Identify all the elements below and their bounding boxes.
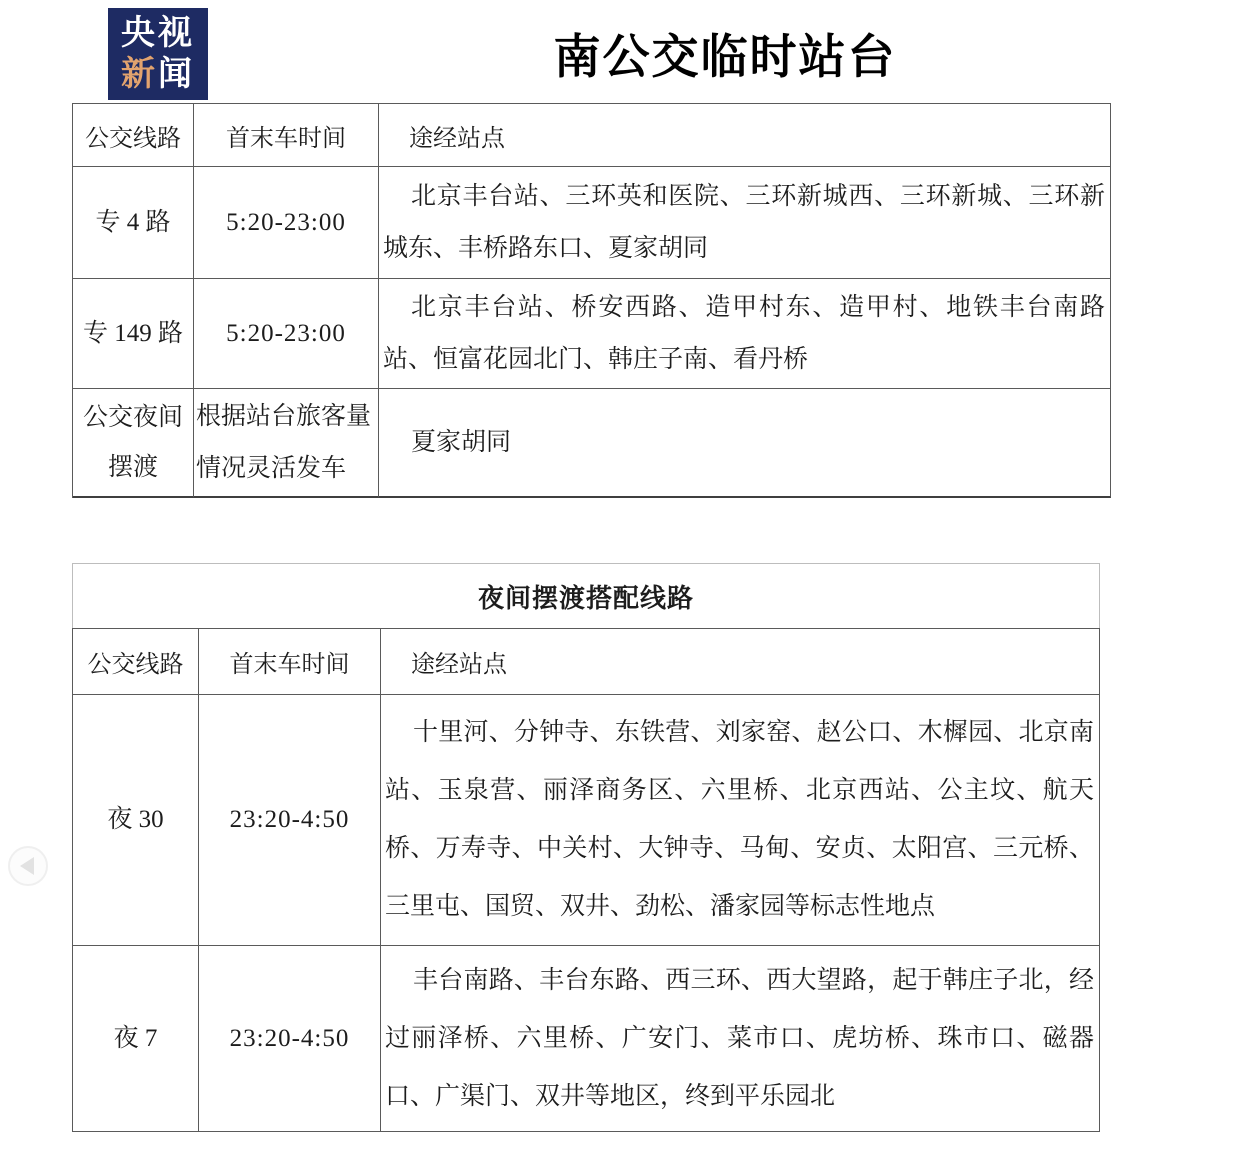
page-title: 南公交临时站台 xyxy=(553,32,897,84)
table1-header-stations: 途经站点 xyxy=(379,104,1111,167)
carousel-prev-button[interactable] xyxy=(8,846,48,886)
cell-stations: 丰台南路、丰台东路、西三环、西大望路，起于韩庄子北，经过丽泽桥、六里桥、广安门、菜市口、虎坊桥、珠市口、磁器口、广渠门、双井等地区，终到平乐园北 xyxy=(381,946,1100,1132)
temporary-platform-table xyxy=(72,103,1111,498)
cell-time: 根据站台旅客量情况灵活发车 xyxy=(194,389,379,498)
cell-route: 夜 30 xyxy=(73,695,199,946)
table1-header-route: 公交线路 xyxy=(73,104,194,167)
table1-header-time: 首末车时间 xyxy=(194,104,379,167)
night-shuttle-table xyxy=(72,628,1100,1132)
cell-route: 专 149 路 xyxy=(73,279,194,389)
cell-stations: 十里河、分钟寺、东铁营、刘家窑、赵公口、木樨园、北京南站、玉泉营、丽泽商务区、六里桥、北京西站、公主坟、航天桥、万寿寺、中关村、大钟寺、马甸、安贞、太阳宫、三元桥、三里屯、国贸、双井、劲松、潘家园等标志性地点 xyxy=(381,695,1100,946)
table-row xyxy=(73,389,1111,498)
table-row xyxy=(73,695,1100,946)
table2-header-stations: 途经站点 xyxy=(381,629,1100,695)
cctv-news-logo xyxy=(108,8,208,100)
cell-route: 公交夜间摆渡 xyxy=(73,389,194,498)
cell-time: 5:20-23:00 xyxy=(194,279,379,389)
table2-header-time: 首末车时间 xyxy=(199,629,381,695)
table2-header-route: 公交线路 xyxy=(73,629,199,695)
cell-route: 专 4 路 xyxy=(73,167,194,279)
logo-text-line2: 新闻 xyxy=(121,55,195,93)
cell-time: 23:20-4:50 xyxy=(199,695,381,946)
cell-time: 5:20-23:00 xyxy=(194,167,379,279)
cell-time: 23:20-4:50 xyxy=(199,946,381,1132)
cell-stations: 夏家胡同 xyxy=(379,389,1111,498)
table-row xyxy=(73,946,1100,1132)
table1-header-row xyxy=(73,104,1111,167)
cell-stations: 北京丰台站、三环英和医院、三环新城西、三环新城、三环新城东、丰桥路东口、夏家胡同 xyxy=(379,167,1111,279)
night-shuttle-table-title: 夜间摆渡搭配线路 xyxy=(72,563,1100,629)
cell-route: 夜 7 xyxy=(73,946,199,1132)
table-row xyxy=(73,167,1111,279)
left-triangle-icon xyxy=(20,857,34,875)
logo-text-line1: 央视 xyxy=(121,14,195,52)
table2-header-row xyxy=(73,629,1100,695)
cell-stations: 北京丰台站、桥安西路、造甲村东、造甲村、地铁丰台南路站、恒富花园北门、韩庄子南、看丹桥 xyxy=(379,279,1111,389)
table-row xyxy=(73,279,1111,389)
